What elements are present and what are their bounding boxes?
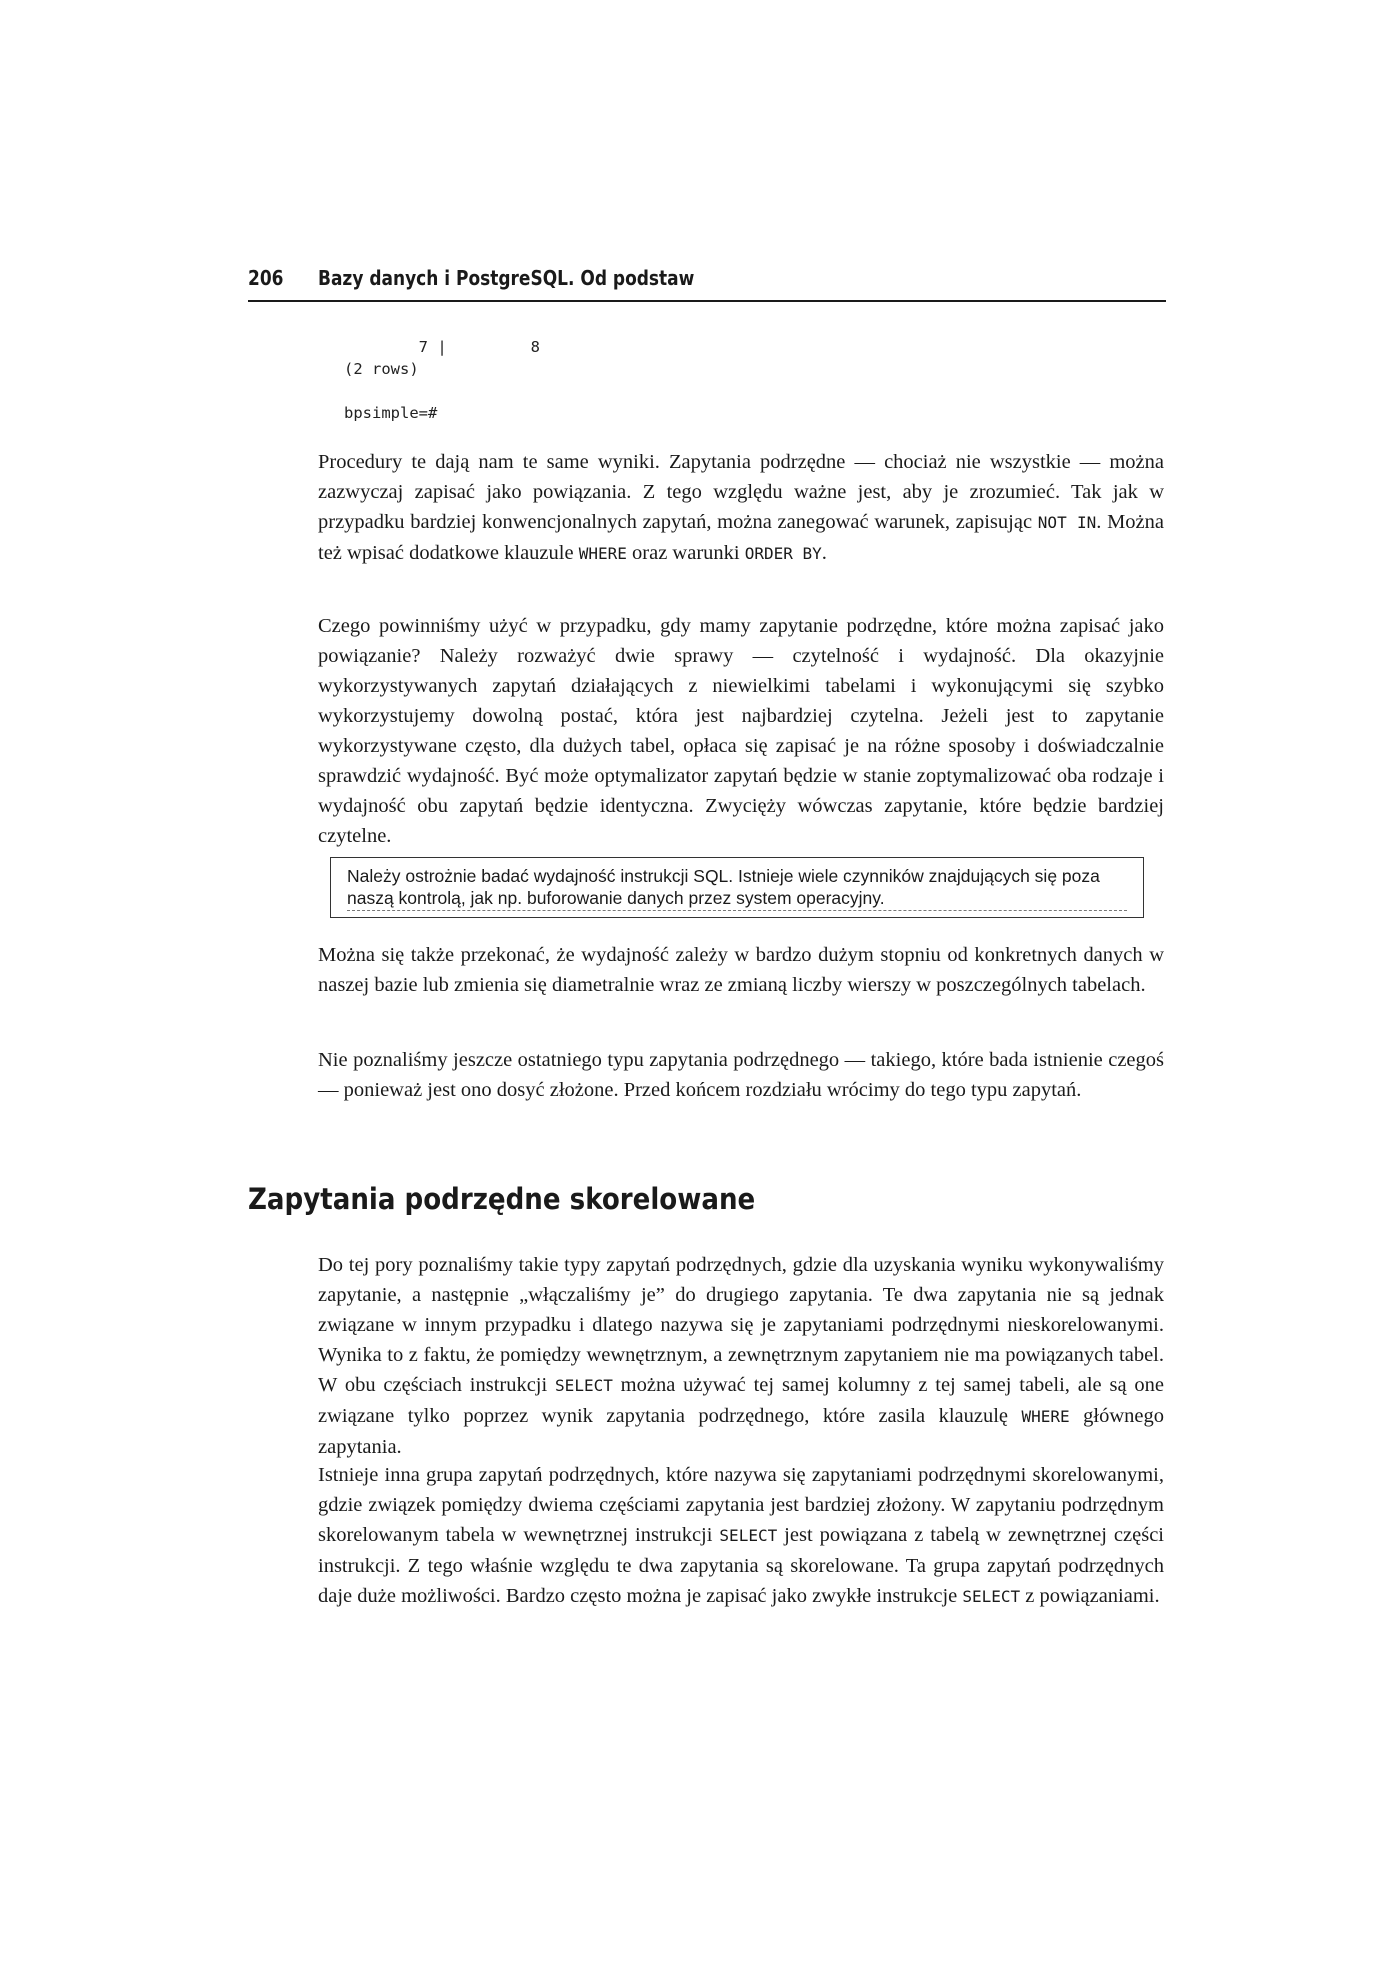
code-line-row-count: (2 rows)	[344, 360, 419, 378]
note-text: Należy ostrożnie badać wydajność instrukcji SQL. Istnieje wiele czynników znajdujących się poza naszą kontrolą, jak np. buforowanie danych przez system operacyjny.	[347, 866, 1100, 908]
book-title: Bazy danych i PostgreSQL. Od podstaw	[318, 266, 695, 290]
paragraph-performance-data: Można się także przekonać, że wydajność zależy w bardzo dużym stopniu od konkretnych danych w naszej bazie lub zmienia się diametralnie wraz ze zmianą liczby wierszy w poszczególnych tabelach.	[318, 944, 1164, 996]
section-heading: Zapytania podrzędne skorelowane	[248, 1182, 756, 1216]
inline-code-order-by: ORDER BY	[744, 544, 822, 563]
paragraph-exists-subquery: Nie poznaliśmy jeszcze ostatniego typu zapytania podrzędnego — takiego, które bada istnienie czegoś — ponieważ jest ono dosyć złożone. Przed końcem rozdziału wrócimy do tego typu zapytań.	[318, 1049, 1164, 1101]
running-header	[248, 264, 1166, 302]
page-number: 206	[248, 266, 284, 290]
inline-code-select: SELECT	[555, 1376, 613, 1395]
note-divider	[347, 910, 1127, 911]
paragraph-procedures: Procedury te dają nam te same wyniki. Zapytania podrzędne — chociaż nie wszystkie — można zazwyczaj zapisać jako powiązania. Z tego względu ważne jest, aby je zrozumieć. Tak jak w przypadku bardziej konwencjonalnych zapytań, można zanegować warunek, zapisując NOT IN. Można też wpisać dodatkowe klauzule WHERE oraz warunki ORDER BY.	[318, 451, 1164, 564]
inline-code-where: WHERE	[1021, 1407, 1070, 1426]
note-box	[330, 857, 1144, 918]
inline-code-select: SELECT	[719, 1526, 778, 1545]
inline-code-not-in: NOT IN	[1037, 513, 1097, 532]
paragraph-readability-performance: Czego powinniśmy użyć w przypadku, gdy mamy zapytanie podrzędne, które można zapisać jako powiązanie? Należy rozważyć dwie sprawy — czytelność i wydajność. Dla okazyjnie wykorzystywanych zapytań działających z niewielkimi tabelami i wykonującymi się szybko wykorzystujemy dowolną postać, która jest najbardziej czytelna. Jeżeli jest to zapytanie wykorzystywane często, dla dużych tabel, opłaca się zapisać je na różne sposoby i doświadczalnie sprawdzić wydajność. Być może optymalizator zapytań będzie w stanie zoptymalizować oba rodzaje i wydajność obu zapytań będzie identyczna. Zwycięży wówczas zapytanie, które będzie bardziej czytelne.	[318, 615, 1164, 847]
inline-code-select: SELECT	[962, 1587, 1021, 1606]
code-line-prompt: bpsimple=#	[344, 404, 438, 422]
paragraph-correlated: Istnieje inna grupa zapytań podrzędnych, które nazywa się zapytaniami podrzędnymi skorelowanymi, gdzie związek pomiędzy dwiema częściami zapytania jest bardziej złożony. W zapytaniu podrzędnym skorelowanym tabela w wewnętrznej instrukcji SELECT jest powiązana z tabelą w zewnętrznej części instrukcji. Z tego właśnie względu te dwa zapytania są skorelowane. Ta grupa zapytań podrzędnych daje duże możliwości. Bardzo często można je zapisać jako zwykłe instrukcje SELECT z powiązaniami.	[318, 1464, 1164, 1607]
inline-code-where: WHERE	[578, 544, 627, 563]
paragraph-uncorrelated: Do tej pory poznaliśmy takie typy zapytań podrzędnych, gdzie dla uzyskania wyniku wykonywaliśmy zapytanie, a następnie „włączaliśmy je” do drugiego zapytania. Te dwa zapytania nie są jednak związane w innym przypadku i dlatego nazywa się je zapytaniami podrzędnymi nieskorelowanymi. Wynika to z faktu, że pomiędzy wewnętrznym, a zewnętrznym zapytaniem nie ma powiązanych tabel. W obu częściach instrukcji SELECT można używać tej samej kolumny z tej samej tabeli, ale są one związane tylko poprzez wynik zapytania podrzędnego, które zasila klauzulę WHERE głównego zapytania.	[318, 1254, 1164, 1458]
code-line-result-row: 7 | 8	[344, 338, 540, 356]
